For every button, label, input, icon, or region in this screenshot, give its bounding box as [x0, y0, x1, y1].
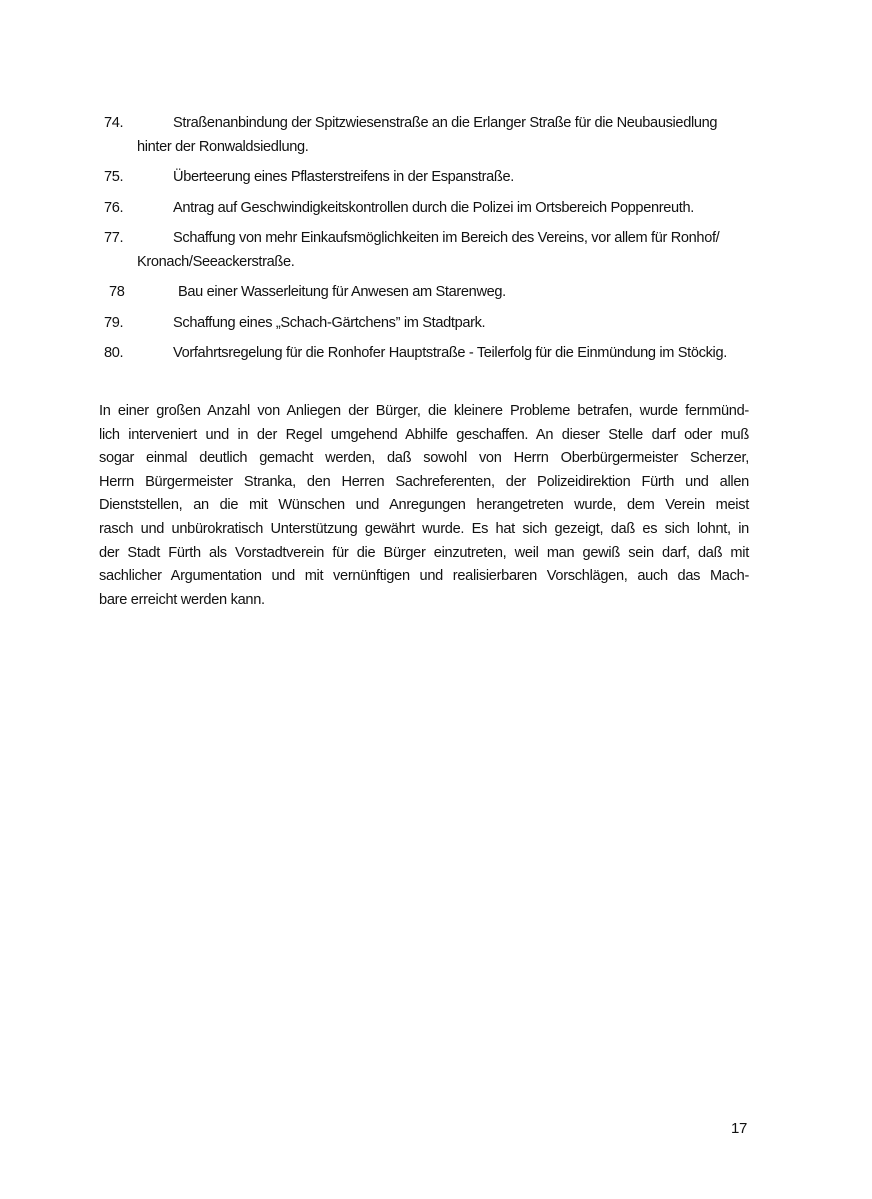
page-number: 17	[731, 1120, 748, 1137]
item-text	[104, 281, 764, 305]
item-text	[104, 227, 764, 274]
item-text-line: Antrag auf Geschwindigkeitskontrollen durch die Polizei im Ortsbereich Poppenreuth.	[173, 199, 694, 216]
item-text	[104, 112, 764, 159]
paragraph-line: In einer großen Anzahl von Anliegen der Bürger, die kleinere Probleme betrafen, wurde fernmünd-	[99, 403, 749, 419]
request-list	[104, 112, 764, 373]
item-text-line: Schaffung von mehr Einkaufsmöglichkeiten im Bereich des Vereins, vor allem für Ronhof/	[173, 230, 720, 246]
item-number: 78	[109, 284, 125, 300]
item-number: 79.	[104, 314, 124, 331]
paragraph-line: Dienststellen, an die mit Wünschen und Anregungen herangetreten wurde, dem Verein meist	[99, 497, 749, 514]
item-number: 77.	[104, 230, 124, 246]
item-text	[104, 197, 764, 221]
item-text	[104, 166, 764, 190]
paragraph-line: Herrn Bürgermeister Stranka, den Herren Sachreferenten, der Polizeidirektion Fürth und allen	[99, 473, 749, 490]
item-text-line: hinter der Ronwaldsiedlung.	[137, 138, 309, 155]
item-text-line: Straßenanbindung der Spitzwiesenstraße an die Erlanger Straße für die Neubausiedlung	[173, 115, 718, 131]
item-number: 74.	[104, 115, 124, 131]
item-text-line: Überteerung eines Pflasterstreifens in der Espanstraße.	[173, 169, 514, 185]
item-text	[104, 342, 764, 366]
paragraph-line: lich interveniert und in der Regel umgehend Abhilfe geschaffen. An dieser Stelle darf oder muß	[99, 426, 749, 443]
summary-paragraph	[99, 400, 749, 612]
item-number: 80.	[104, 345, 124, 361]
list-item-78	[104, 281, 764, 305]
list-item-79	[104, 312, 764, 336]
item-text-line: Vorfahrtsregelung für die Ronhofer Hauptstraße - Teilerfolg für die Einmündung im Stöckig.	[173, 345, 727, 361]
item-text-line: Bau einer Wasserleitung für Anwesen am Starenweg.	[178, 284, 506, 300]
item-number: 75.	[104, 169, 124, 185]
item-text-line: Schaffung eines „Schach-Gärtchens” im Stadtpark.	[173, 314, 486, 331]
list-item-76	[104, 197, 764, 221]
paragraph-line: sachlicher Argumentation und mit vernünftigen und realisierbaren Vorschlägen, auch das Mach-	[99, 568, 749, 585]
item-text-line: Kronach/Seeackerstraße.	[137, 253, 295, 270]
item-number: 76.	[104, 199, 124, 216]
paragraph-line: der Stadt Fürth als Vorstadtverein für die Bürger einzutreten, weil man gewiß sein darf, daß mit	[99, 544, 749, 561]
paragraph-line: sogar einmal deutlich gemacht werden, daß sowohl von Herrn Oberbürgermeister Scherzer,	[99, 450, 749, 467]
paragraph-line: rasch und unbürokratisch Unterstützung gewährt wurde. Es hat sich gezeigt, daß es sich lohnt, in	[99, 520, 749, 537]
list-item-80	[104, 342, 764, 366]
list-item-77	[104, 227, 764, 274]
item-text	[104, 312, 764, 336]
list-item-74	[104, 112, 764, 159]
list-item-75	[104, 166, 764, 190]
paragraph-line: bare erreicht werden kann.	[99, 591, 265, 608]
